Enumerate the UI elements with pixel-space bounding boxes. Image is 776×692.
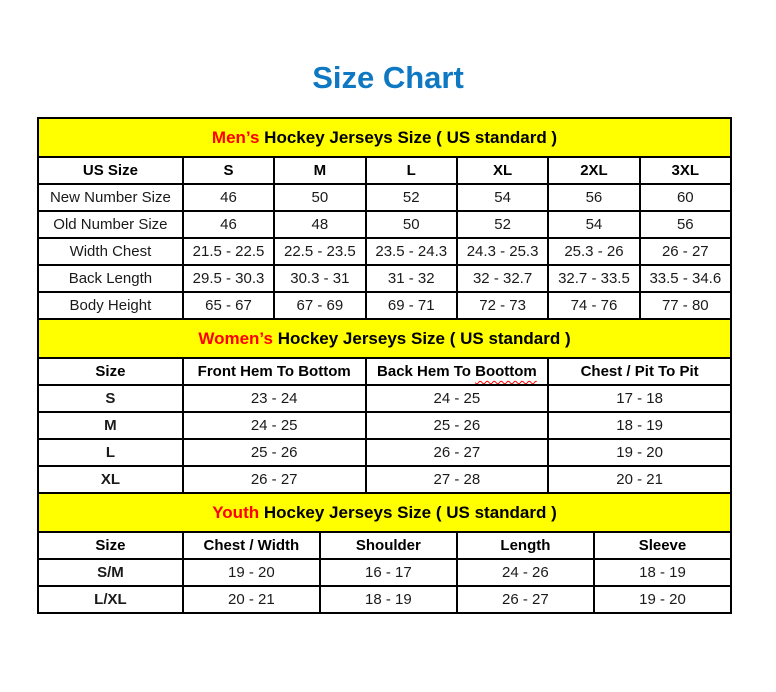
size-value: 19 - 20 — [548, 439, 731, 466]
size-value: 50 — [366, 211, 457, 238]
womens-size-table — [37, 318, 732, 494]
youth-table-title — [38, 493, 731, 532]
size-value: 26 - 27 — [366, 439, 549, 466]
mens-size-table — [37, 117, 732, 320]
column-header-text: Back Hem To — [377, 363, 476, 380]
column-header: US Size — [38, 157, 183, 184]
womens-table-title — [38, 319, 731, 358]
table-row — [38, 265, 731, 292]
size-value: 30.3 - 31 — [274, 265, 365, 292]
table-row — [38, 559, 731, 586]
size-value: 52 — [366, 184, 457, 211]
page-title: Size Chart — [312, 60, 464, 95]
size-value: 25 - 26 — [366, 412, 549, 439]
size-value: 25.3 - 26 — [548, 238, 639, 265]
column-header: S — [183, 157, 274, 184]
size-value: 19 - 20 — [594, 586, 731, 613]
row-label: Back Length — [38, 265, 183, 292]
size-value: 19 - 20 — [183, 559, 320, 586]
size-value: 32.7 - 33.5 — [548, 265, 639, 292]
mens-title-rest: Hockey Jerseys Size ( US standard ) — [259, 127, 558, 147]
size-value: 22.5 - 23.5 — [274, 238, 365, 265]
column-header: Sleeve — [594, 532, 731, 559]
size-value: 23.5 - 24.3 — [366, 238, 457, 265]
column-header: XL — [457, 157, 548, 184]
table-row — [38, 385, 731, 412]
size-value: 21.5 - 22.5 — [183, 238, 274, 265]
womens-header-row — [38, 358, 731, 385]
column-header — [366, 358, 549, 385]
column-header: L — [366, 157, 457, 184]
column-header: Front Hem To Bottom — [183, 358, 366, 385]
column-header: 3XL — [640, 157, 731, 184]
size-value: 26 - 27 — [640, 238, 731, 265]
row-label: S — [38, 385, 183, 412]
womens-band-row — [38, 319, 731, 358]
row-label: XL — [38, 466, 183, 493]
size-value: 17 - 18 — [548, 385, 731, 412]
row-label: Old Number Size — [38, 211, 183, 238]
size-value: 18 - 19 — [320, 586, 457, 613]
mens-title-highlight: Men’s — [211, 127, 260, 147]
size-value: 16 - 17 — [320, 559, 457, 586]
size-value: 67 - 69 — [274, 292, 365, 319]
size-value: 56 — [640, 211, 731, 238]
size-value: 77 - 80 — [640, 292, 731, 319]
table-row — [38, 184, 731, 211]
size-value: 60 — [640, 184, 731, 211]
row-label: L — [38, 439, 183, 466]
size-value: 32 - 32.7 — [457, 265, 548, 292]
size-value: 48 — [274, 211, 365, 238]
size-value: 56 — [548, 184, 639, 211]
size-value: 50 — [274, 184, 365, 211]
size-value: 24 - 26 — [457, 559, 594, 586]
column-header: Size — [38, 532, 183, 559]
column-header: Size — [38, 358, 183, 385]
table-row — [38, 586, 731, 613]
size-value: 29.5 - 30.3 — [183, 265, 274, 292]
column-header: M — [274, 157, 365, 184]
column-header: 2XL — [548, 157, 639, 184]
size-value: 24 - 25 — [366, 385, 549, 412]
table-row — [38, 211, 731, 238]
size-value: 27 - 28 — [366, 466, 549, 493]
column-header: Chest / Pit To Pit — [548, 358, 731, 385]
mens-table-title — [38, 118, 731, 157]
youth-header-row — [38, 532, 731, 559]
table-row — [38, 412, 731, 439]
row-label: Width Chest — [38, 238, 183, 265]
womens-title-rest: Hockey Jerseys Size ( US standard ) — [272, 328, 571, 348]
size-value: 69 - 71 — [366, 292, 457, 319]
size-value: 52 — [457, 211, 548, 238]
youth-title-highlight: Youth — [212, 502, 260, 522]
table-row — [38, 466, 731, 493]
row-label: L/XL — [38, 586, 183, 613]
table-row — [38, 292, 731, 319]
size-value: 33.5 - 34.6 — [640, 265, 731, 292]
row-label: M — [38, 412, 183, 439]
size-value: 65 - 67 — [183, 292, 274, 319]
size-value: 20 - 21 — [183, 586, 320, 613]
size-value: 72 - 73 — [457, 292, 548, 319]
womens-title-highlight: Women’s — [198, 328, 273, 348]
size-value: 26 - 27 — [457, 586, 594, 613]
youth-title-rest: Hockey Jerseys Size ( US standard ) — [259, 502, 557, 522]
size-value: 74 - 76 — [548, 292, 639, 319]
size-tables — [37, 117, 732, 614]
mens-band-row — [38, 118, 731, 157]
table-row — [38, 439, 731, 466]
size-value: 25 - 26 — [183, 439, 366, 466]
size-value: 18 - 19 — [548, 412, 731, 439]
size-value: 23 - 24 — [183, 385, 366, 412]
misspelled-word: Boottom — [475, 363, 537, 380]
size-value: 54 — [548, 211, 639, 238]
youth-band-row — [38, 493, 731, 532]
size-value: 54 — [457, 184, 548, 211]
size-value: 20 - 21 — [548, 466, 731, 493]
column-header: Shoulder — [320, 532, 457, 559]
size-value: 46 — [183, 211, 274, 238]
column-header: Length — [457, 532, 594, 559]
size-value: 46 — [183, 184, 274, 211]
row-label: New Number Size — [38, 184, 183, 211]
row-label: Body Height — [38, 292, 183, 319]
column-header: Chest / Width — [183, 532, 320, 559]
mens-header-row — [38, 157, 731, 184]
size-value: 18 - 19 — [594, 559, 731, 586]
table-row — [38, 238, 731, 265]
size-value: 26 - 27 — [183, 466, 366, 493]
size-value: 24 - 25 — [183, 412, 366, 439]
size-value: 31 - 32 — [366, 265, 457, 292]
youth-size-table — [37, 492, 732, 614]
size-value: 24.3 - 25.3 — [457, 238, 548, 265]
row-label: S/M — [38, 559, 183, 586]
